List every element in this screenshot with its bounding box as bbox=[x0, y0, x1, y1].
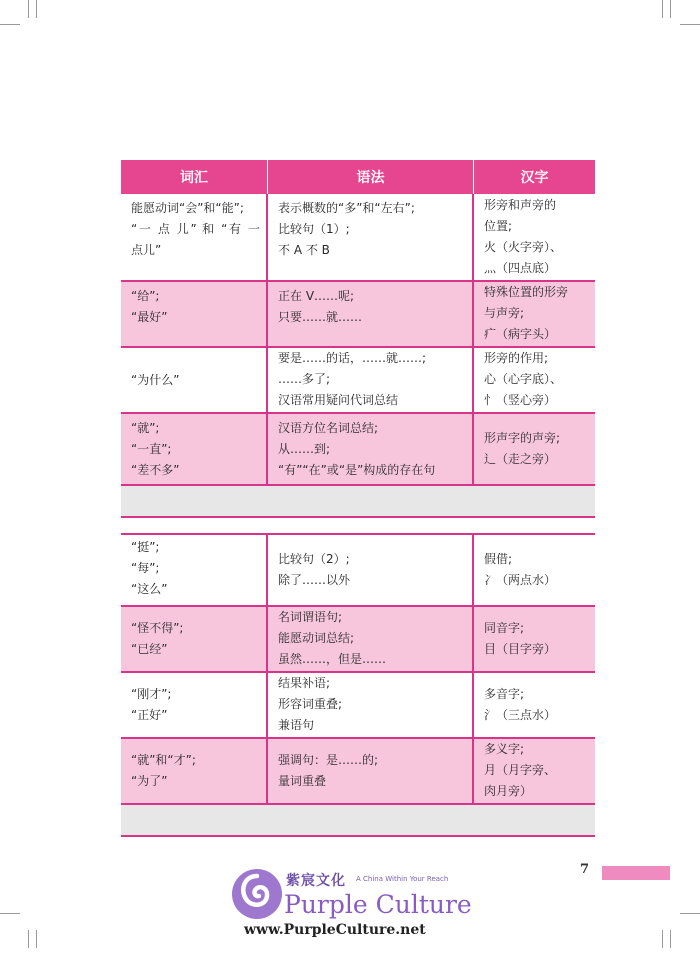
cell-line: “这么” bbox=[131, 582, 168, 596]
page-number: 7 bbox=[580, 862, 590, 877]
cell-line: 灬（四点底） bbox=[484, 261, 557, 275]
cell-line: 位置; bbox=[484, 219, 513, 233]
grammar-cell bbox=[268, 194, 474, 282]
cell-line: “一 点 儿” 和 “有 一 bbox=[131, 222, 260, 236]
cell-line: 形旁和声旁的 bbox=[484, 198, 557, 212]
vocabulary-cell bbox=[121, 282, 268, 348]
cell-line: 除了……以外 bbox=[278, 573, 351, 587]
cell-line: 疒（病字头） bbox=[484, 327, 557, 341]
cell-line: ……多了; bbox=[278, 372, 331, 386]
vocabulary-cell bbox=[121, 414, 268, 486]
cell-line: “正好” bbox=[131, 708, 168, 722]
vocabulary-cell bbox=[121, 535, 268, 607]
page-tab bbox=[602, 866, 670, 880]
cell-line: 多音字; bbox=[484, 687, 525, 701]
cell-line: “每”; bbox=[131, 561, 160, 575]
cell-line: 比较句（1）; bbox=[278, 222, 350, 236]
group-spacer bbox=[121, 518, 595, 533]
cell-line: “一直”; bbox=[131, 442, 172, 456]
table-row bbox=[121, 348, 595, 414]
vocabulary-cell bbox=[121, 739, 268, 805]
cell-line: 冫（两点水） bbox=[484, 573, 557, 587]
grammar-cell bbox=[268, 535, 474, 607]
cell-line: 要是……的话，……就……; bbox=[278, 351, 427, 365]
cell-line: 表示概数的“多”和“左右”; bbox=[278, 201, 415, 215]
cell-line: 同音字; bbox=[484, 621, 525, 635]
cell-line: 氵（三点水） bbox=[484, 708, 557, 722]
cell-line: 强调句：是……的; bbox=[278, 753, 379, 767]
cell-line: “最好” bbox=[131, 310, 168, 324]
content-table bbox=[121, 160, 595, 837]
vocabulary-cell bbox=[121, 673, 268, 739]
cell-line: 从……到; bbox=[278, 442, 331, 456]
cell-line: “挺”; bbox=[131, 540, 160, 554]
cell-line: 只要……就…… bbox=[278, 310, 363, 324]
table-row bbox=[121, 607, 595, 673]
crop-mark bbox=[670, 930, 671, 948]
grammar-cell bbox=[268, 348, 474, 414]
cell-line: “为了” bbox=[131, 774, 168, 788]
brand-chinese-name: 紫宸文化 bbox=[286, 873, 346, 889]
crop-mark bbox=[0, 913, 20, 914]
cell-line: 能愿动词总结; bbox=[278, 631, 355, 645]
vocabulary-cell bbox=[121, 607, 268, 673]
crop-mark bbox=[662, 0, 663, 18]
table-header bbox=[121, 160, 595, 194]
crop-mark bbox=[670, 0, 671, 18]
cell-line: 结果补语; bbox=[278, 676, 331, 690]
brand-tagline: A China Within Your Reach bbox=[356, 875, 449, 883]
cell-line: “给”; bbox=[131, 289, 160, 303]
table-row bbox=[121, 282, 595, 348]
header-vocabulary: 词汇 bbox=[121, 160, 268, 194]
cell-line: 辶（走之旁） bbox=[484, 452, 557, 466]
table-row bbox=[121, 673, 595, 739]
cell-line: 特殊位置的形旁 bbox=[484, 285, 569, 299]
characters-cell bbox=[474, 739, 595, 805]
header-characters: 汉字 bbox=[520, 170, 549, 186]
unit-divider-band bbox=[121, 486, 595, 518]
cell-line: 点儿” bbox=[131, 243, 162, 257]
crop-mark bbox=[680, 24, 700, 25]
cell-line: 能愿动词“会”和“能”; bbox=[131, 201, 244, 215]
cell-line: “为什么” bbox=[131, 372, 180, 387]
table-row bbox=[121, 194, 595, 282]
cell-line: 名词谓语句; bbox=[278, 610, 343, 624]
cell-line: 形声字的声旁; bbox=[484, 431, 561, 445]
cell-line: “就”; bbox=[131, 421, 160, 435]
crop-mark bbox=[680, 913, 700, 914]
crop-mark bbox=[36, 0, 37, 18]
brand-url: www.PurpleCulture.net bbox=[244, 922, 426, 938]
cell-line: 形旁的作用; bbox=[484, 351, 549, 365]
table-row bbox=[121, 414, 595, 486]
purple-culture-watermark bbox=[230, 864, 480, 950]
grammar-cell bbox=[268, 414, 474, 486]
cell-line: 汉语常用疑问代词总结 bbox=[278, 393, 399, 407]
brand-name: Purple Culture bbox=[284, 890, 472, 919]
unit-divider-band bbox=[121, 805, 595, 837]
table-group-1 bbox=[121, 194, 595, 518]
cell-line: 目（目字旁） bbox=[484, 642, 557, 656]
cell-line: 火（火字旁）、 bbox=[484, 240, 563, 254]
table-row bbox=[121, 535, 595, 607]
crop-mark bbox=[36, 930, 37, 948]
cell-line: “已经” bbox=[131, 642, 168, 656]
vocabulary-cell bbox=[121, 194, 268, 282]
cell-line: 心（心字底）、 bbox=[484, 372, 563, 386]
cell-line: 假借; bbox=[484, 552, 513, 566]
cell-line: 与声旁; bbox=[484, 306, 525, 320]
crop-mark bbox=[662, 930, 663, 948]
characters-cell bbox=[474, 535, 595, 607]
cell-line: 月（月字旁、 bbox=[484, 763, 557, 777]
cell-line: “刚才”; bbox=[131, 687, 172, 701]
crop-mark bbox=[28, 0, 29, 18]
cell-line: “就”和“才”; bbox=[131, 753, 196, 767]
table-group-2 bbox=[121, 533, 595, 837]
characters-cell bbox=[474, 414, 595, 486]
vocabulary-cell bbox=[121, 348, 268, 414]
cell-line: 比较句（2）; bbox=[278, 552, 350, 566]
characters-cell bbox=[474, 607, 595, 673]
grammar-cell bbox=[268, 607, 474, 673]
swirl-logo-icon bbox=[230, 864, 284, 924]
cell-line: 虽然……，但是…… bbox=[278, 652, 387, 666]
characters-cell bbox=[474, 348, 595, 414]
cell-line: 肉月旁） bbox=[484, 784, 533, 798]
cell-line: 兼语句 bbox=[278, 718, 315, 732]
cell-line: “差不多” bbox=[131, 463, 180, 477]
grammar-cell bbox=[268, 282, 474, 348]
cell-line: 不 A 不 B bbox=[278, 243, 330, 257]
characters-cell bbox=[474, 673, 595, 739]
header-grammar: 语法 bbox=[268, 160, 474, 194]
cell-line: 形容词重叠; bbox=[278, 697, 343, 711]
characters-cell bbox=[474, 194, 595, 282]
cell-line: “有”“在”或“是”构成的存在句 bbox=[278, 463, 436, 477]
cell-line: 忄（竖心旁） bbox=[484, 393, 557, 407]
cell-line: 正在 V……呢; bbox=[278, 289, 355, 303]
cell-line: 汉语方位名词总结; bbox=[278, 421, 379, 435]
grammar-cell bbox=[268, 739, 474, 805]
cell-line: 量词重叠 bbox=[278, 774, 327, 788]
crop-mark bbox=[28, 930, 29, 948]
characters-cell bbox=[474, 282, 595, 348]
cell-line: 多义字; bbox=[484, 742, 525, 756]
crop-mark bbox=[0, 24, 20, 25]
grammar-cell bbox=[268, 673, 474, 739]
table-row bbox=[121, 739, 595, 805]
cell-line: “怪不得”; bbox=[131, 621, 184, 635]
